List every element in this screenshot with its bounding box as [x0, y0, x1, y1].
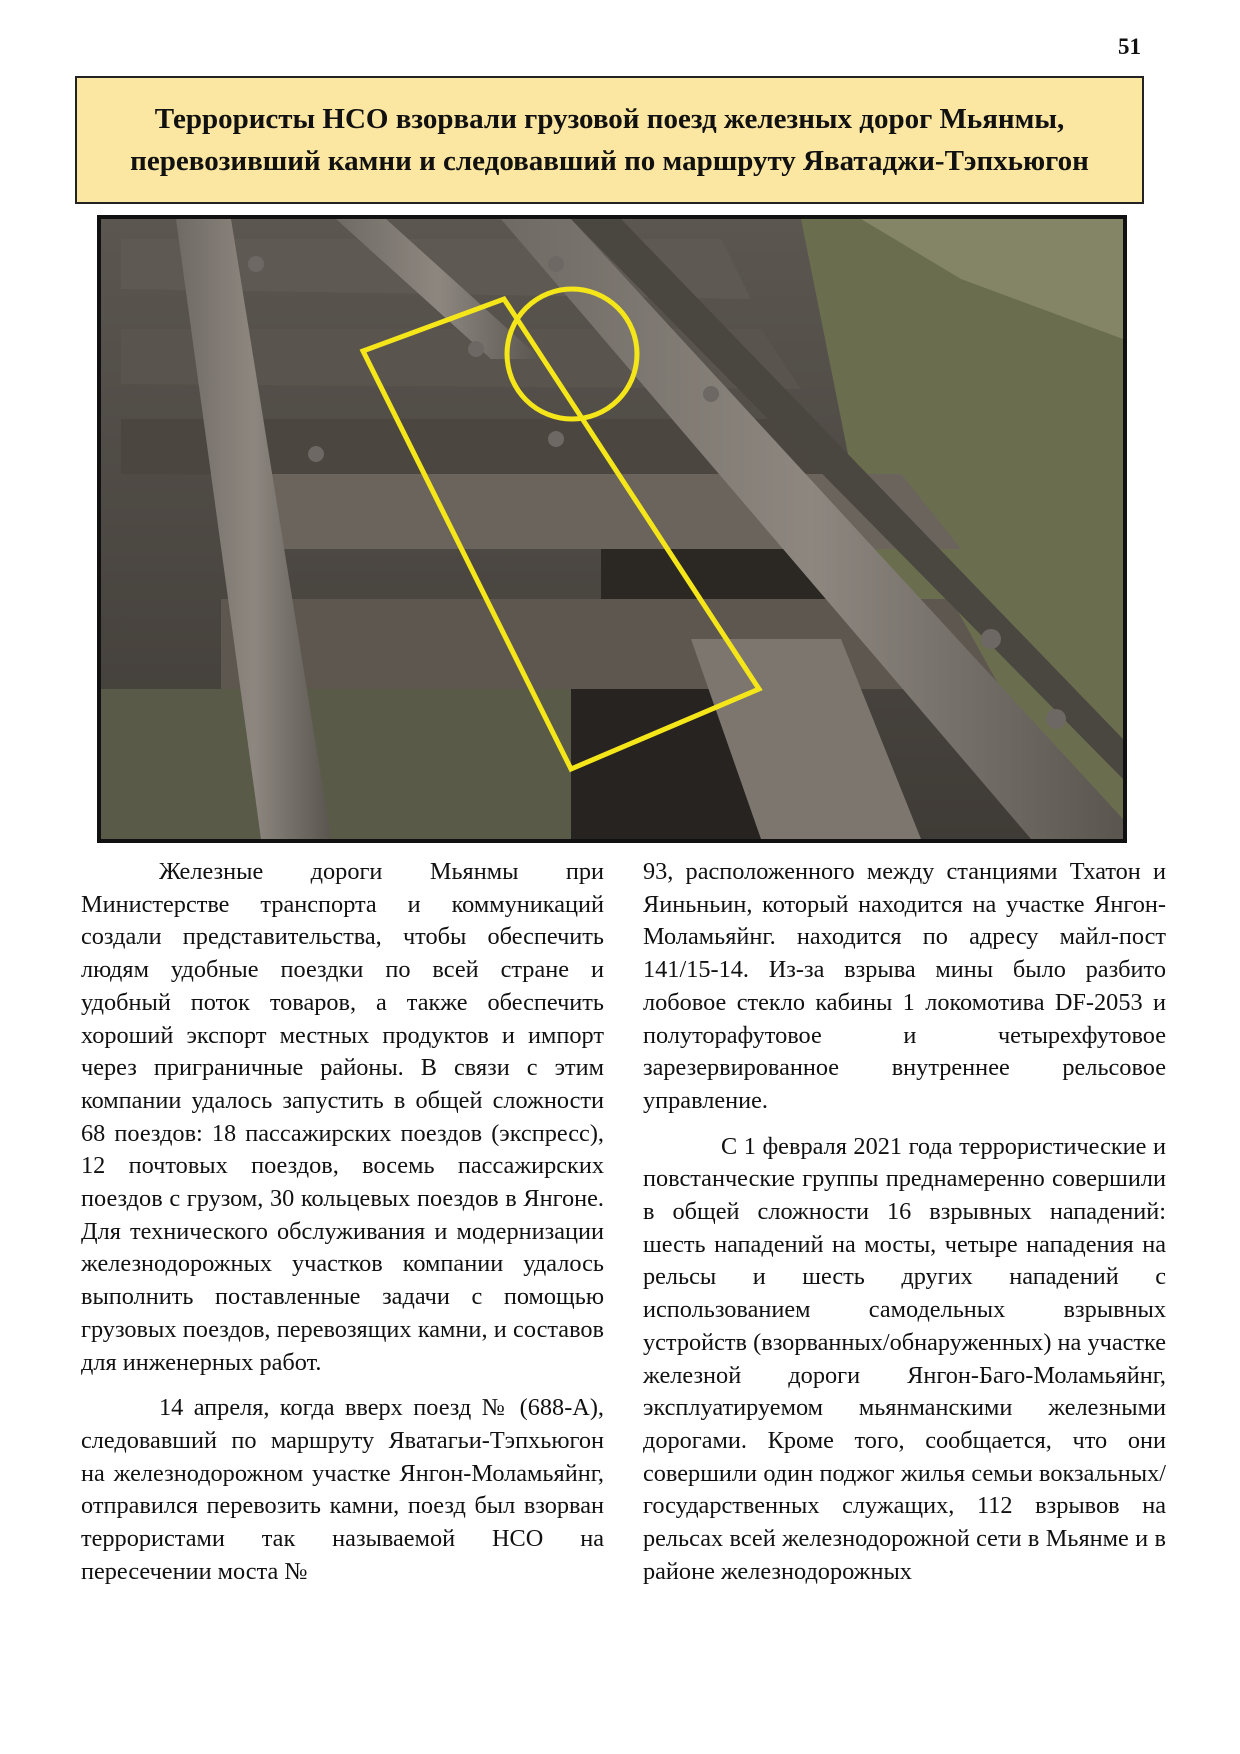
headline: Террористы НСО взорвали грузовой поезд железных дорог Мьянмы, перевозивший камни и следовавший по маршруту Яватаджи-Тэпхьюгон	[130, 103, 1089, 177]
article-column-left	[81, 856, 604, 1601]
paragraph: 14 апреля, когда вверх поезд № (688-А), следовавший по маршруту Яватагьи-Тэпхьюгон на железнодорожном участке Янгон-Моламьяйнг, отправился перевозить камни, поезд был взорван террористами так называемой НСО на пересечении моста №	[81, 1394, 604, 1585]
railway-damage-photo	[97, 215, 1127, 843]
page-number: 51	[1118, 34, 1141, 59]
paragraph: 93, расположенного между станциями Тхатон и Яиньньин, который находится на участке Янгон-Моламьяйнг. находится по адресу майл-пост 141/15-14. Из-за взрыва мины было разбито лобовое стекло кабины 1 локомотива DF-2053 и полуторафутовое и четырехфутовое зарезервированное внутреннее рельсовое управление.	[643, 858, 1166, 1114]
article-column-right	[643, 856, 1166, 1601]
paragraph: С 1 февраля 2021 года террористические и повстанческие группы преднамеренно совершили в общей сложности 16 взрывных нападений: шесть нападений на мосты, четыре нападения на рельсы и шесть других нападений с использованием самодельных взрывных устройств (взорванных/обнаруженных) на участке железной дороги Янгон-Баго-Моламьяйнг, эксплуатируемом мьянманскими железными дорогами. Кроме того, сообщается, что они совершили один поджог жилья семьи вокзальных/ государственных служащих, 112 взрывов на рельсах всей железнодорожной сети в Мьянме и в районе железнодорожных	[643, 1132, 1166, 1585]
paragraph: Железные дороги Мьянмы при Министерстве транспорта и коммуникаций создали представительства, чтобы обеспечить людям удобные поездки по всей стране и удобный поток товаров, а также обеспечить хороший экспорт местных продуктов и импорт через приграничные районы. В связи с этим компании удалось запустить в общей сложности 68 поездов: 18 пассажирских поездов (экспресс), 12 почтовых поездов, восемь пассажирских поездов с грузом, 30 кольцевых поездов в Янгоне. Для технического обслуживания и модернизации железнодорожных участков компании удалось выполнить поставленные задачи с помощью грузовых поездов, перевозящих камни, и составов для инженерных работ.	[81, 858, 604, 1376]
headline-box	[75, 76, 1144, 204]
